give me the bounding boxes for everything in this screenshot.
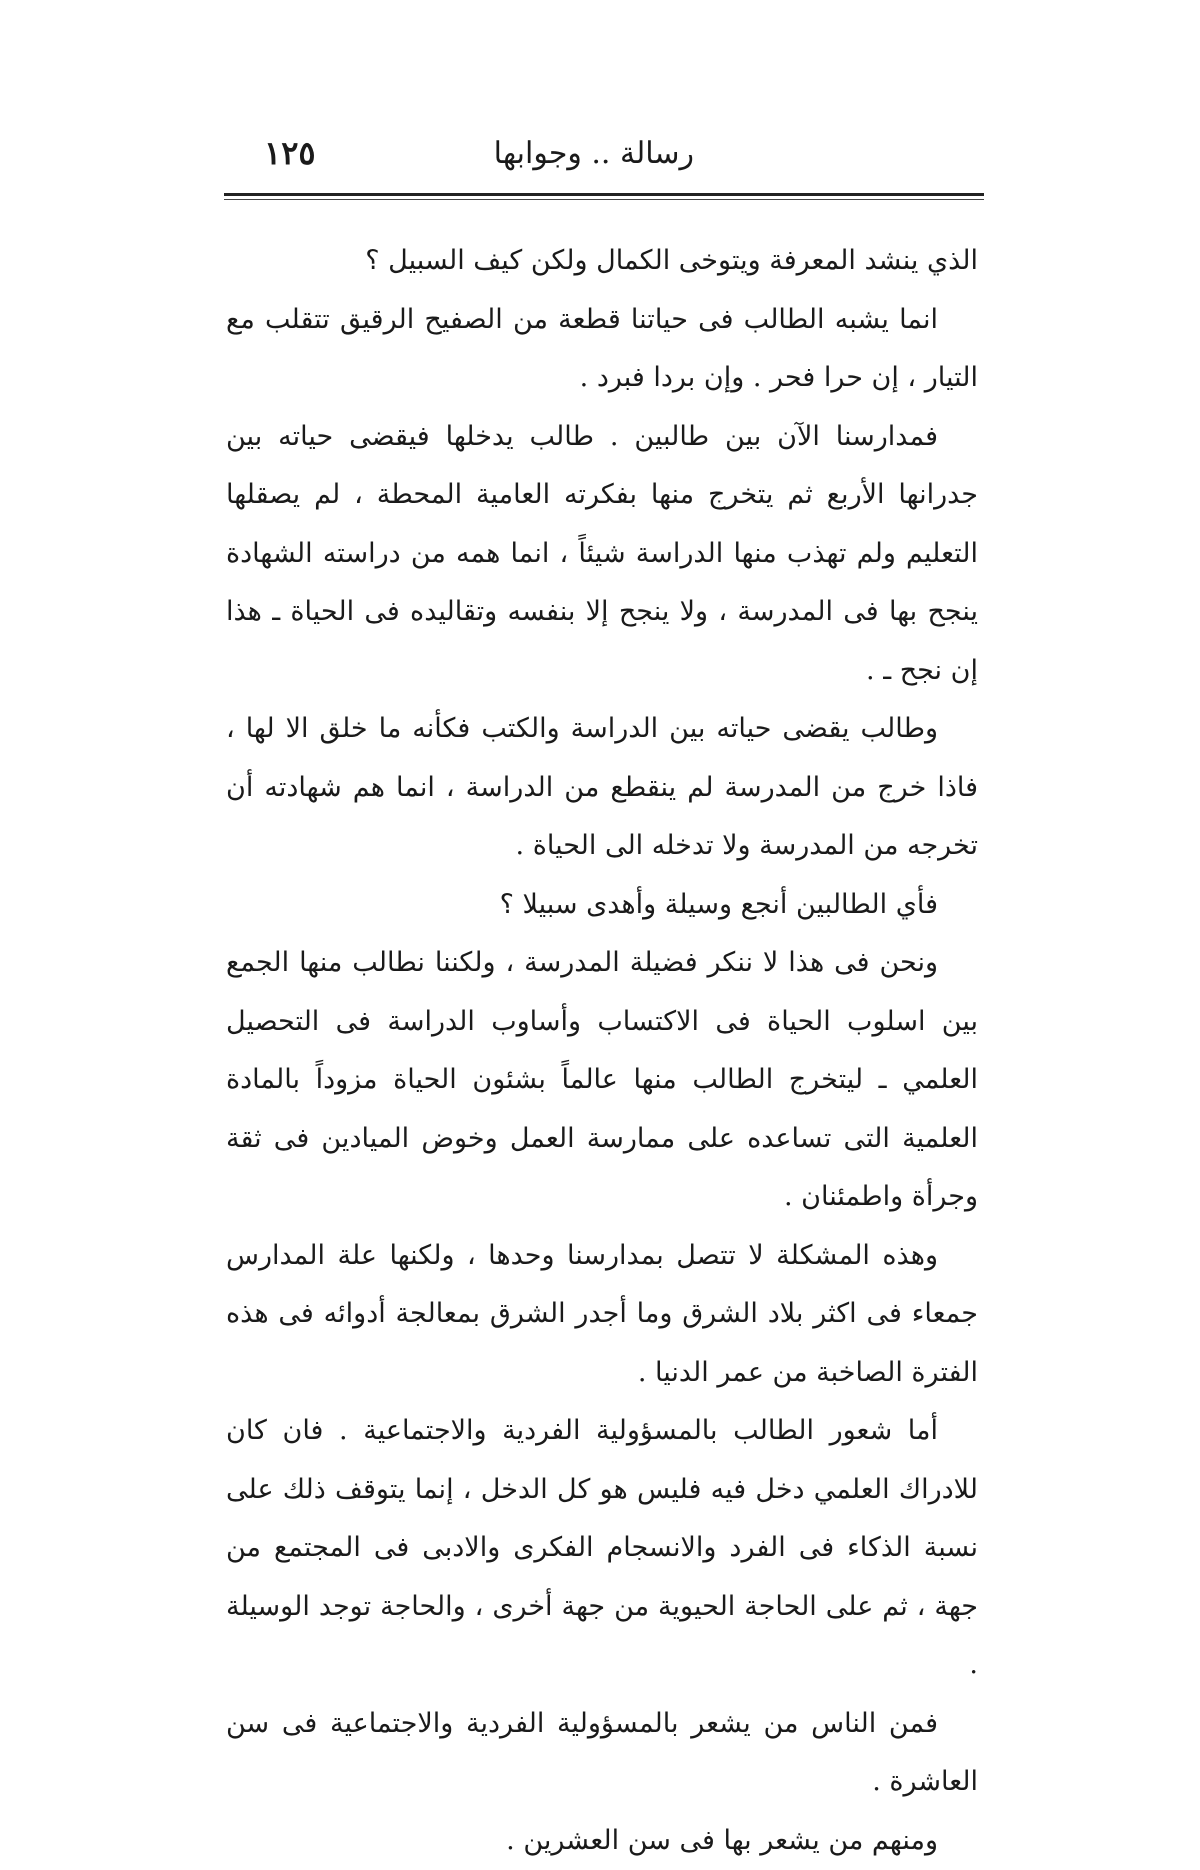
- body-text: [226, 232, 978, 1870]
- paragraph: الذي ينشد المعرفة ويتوخى الكمال ولكن كيف السبيل ؟: [226, 232, 978, 291]
- header-rule-thin: [224, 199, 984, 200]
- page-number: ١٢٥: [264, 134, 316, 172]
- paragraph: انما يشبه الطالب فى حياتنا قطعة من الصفيح الرقيق تتقلب مع التيار ، إن حرا فحر . وإن بردا فبرد .: [226, 291, 978, 408]
- page-header: [224, 128, 984, 188]
- paragraph: وطالب يقضى حياته بين الدراسة والكتب فكأنه ما خلق الا لها ، فاذا خرج من المدرسة لم ينقطع من الدراسة ، انما هم شهادته أن تخرجه من المدرسة ولا تدخله الى الحياة .: [226, 700, 978, 876]
- paragraph: ونحن فى هذا لا ننكر فضيلة المدرسة ، ولكننا نطالب منها الجمع بين اسلوب الحياة فى الاكتساب وأساوب الدراسة فى التحصيل العلمي ـ ليتخرج الطالب منها عالماً بشئون الحياة مزوداً بالمادة العلمية التى تساعده على ممارسة العمل وخوض الميادين فى ثقة وجرأة واطمئنان .: [226, 934, 978, 1227]
- paragraph: ومنهم من يشعر بها فى سن العشرين .: [226, 1812, 978, 1870]
- paragraph: وهذه المشكلة لا تتصل بمدارسنا وحدها ، ولكنها علة المدارس جمعاء فى اكثر بلاد الشرق وما أجدر الشرق بمعالجة أدوائه فى هذه الفترة الصاخبة من عمر الدنيا .: [226, 1227, 978, 1403]
- header-rule: [224, 193, 984, 196]
- paragraph: أما شعور الطالب بالمسؤولية الفردية والاجتماعية . فان كان للادراك العلمي دخل فيه فليس هو كل الدخل ، إنما يتوقف ذلك على نسبة الذكاء فى الفرد والانسجام الفكرى والادبى فى المجتمع من جهة ، ثم على الحاجة الحيوية من جهة أخرى ، والحاجة توجد الوسيلة .: [226, 1402, 978, 1695]
- running-title: رسالة .. وجوابها: [494, 136, 694, 171]
- paragraph: فمن الناس من يشعر بالمسؤولية الفردية والاجتماعية فى سن العاشرة .: [226, 1695, 978, 1812]
- paragraph: فأي الطالبين أنجع وسيلة وأهدى سبيلا ؟: [226, 876, 978, 935]
- paragraph: فمدارسنا الآن بين طالبين . طالب يدخلها فيقضى حياته بين جدرانها الأربع ثم يتخرج منها بفكرته العامية المحطة ، لم يصقلها التعليم ولم تهذب منها الدراسة شيئاً ، انما همه من دراسته الشهادة ينجح بها فى المدرسة ، ولا ينجح إلا بنفسه وتقاليده فى الحياة ـ هذا إن نجح ـ .: [226, 408, 978, 701]
